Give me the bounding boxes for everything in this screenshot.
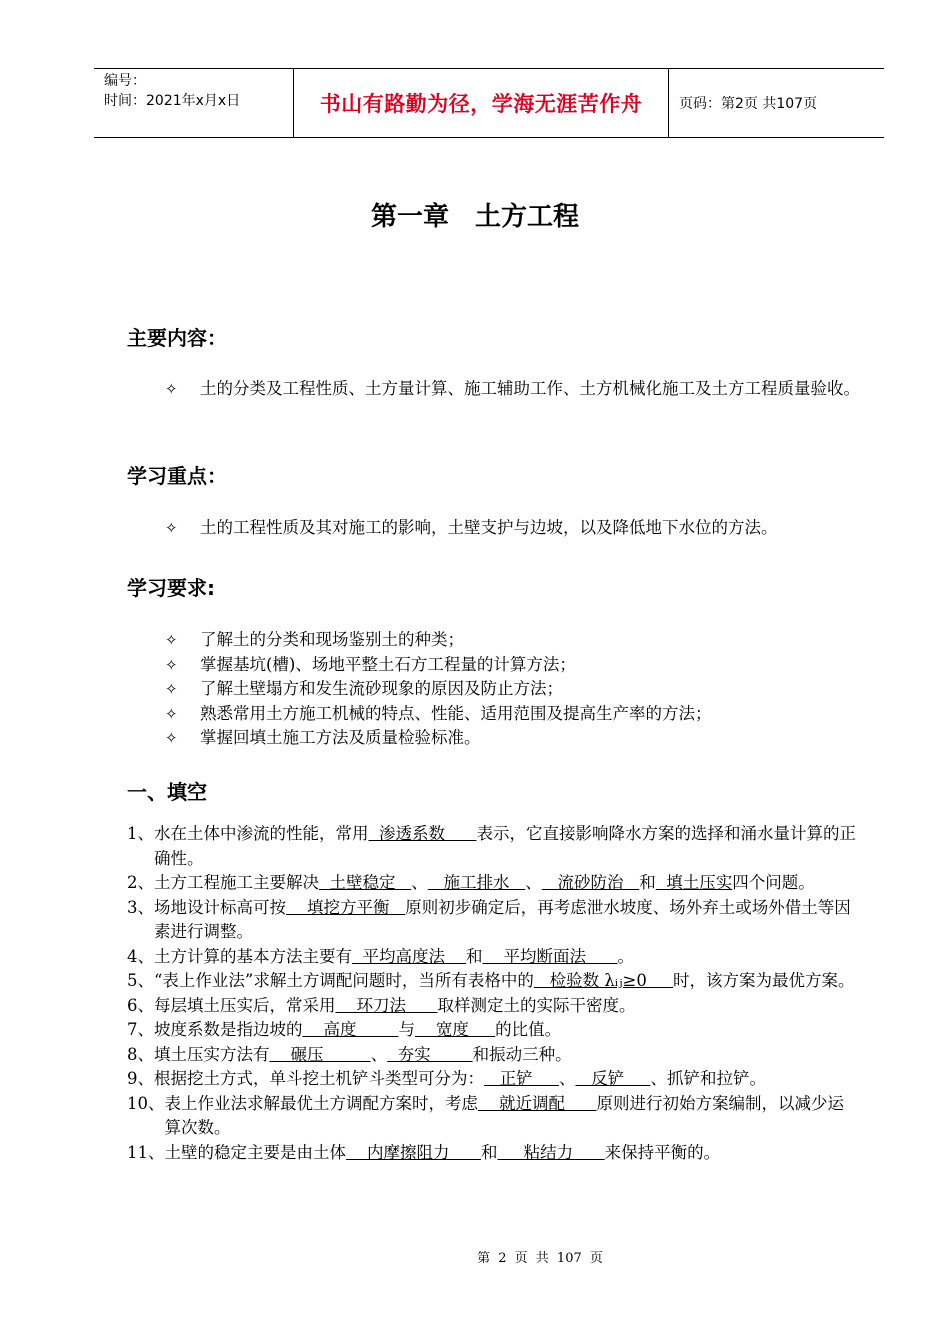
answer-blank: 粘结力: [497, 1142, 605, 1162]
section-heading-fill-blank: 一、填空: [127, 780, 207, 804]
answer-blank: 碾压: [269, 1044, 371, 1064]
list-item: ✧ 掌握基坑(槽)、场地平整土石方工程量的计算方法；: [165, 653, 865, 678]
question-fragment: 来保持平衡的。: [604, 1142, 721, 1162]
question-fragment: 水在土体中渗流的性能，常用: [154, 824, 369, 843]
question-item: [127, 1018, 857, 1043]
question-number: 4、: [127, 946, 154, 966]
diamond-bullet-icon: ✧: [165, 655, 178, 674]
list-item: ✧ 掌握回填土施工方法及质量检验标准。: [165, 726, 865, 751]
question-item: [127, 945, 857, 970]
diamond-bullet-icon: ✧: [165, 519, 178, 537]
diamond-bullet-icon: ✧: [165, 704, 178, 723]
question-fragment: 取样测定土的实际干密度。: [437, 995, 636, 1015]
question-fragment: 场地设计标高可按: [154, 897, 286, 917]
question-fragment: 根据挖土方式，单斗挖土机铲斗类型可分为：: [154, 1069, 484, 1088]
question-number: 9、: [127, 1069, 154, 1088]
chapter-title: 第一章 土方工程: [370, 202, 579, 232]
answer-blank: 环刀法: [335, 995, 438, 1015]
question-item: [127, 1067, 857, 1092]
answer-blank: 平均断面法: [482, 946, 618, 966]
question-item: [127, 1043, 857, 1068]
time-label: 时间：2021年x月x日: [104, 93, 241, 109]
question-fragment: 原则初步确定后，再考虑泄水坡度、场外弃土或场外借土等因素进行调整。: [154, 897, 851, 941]
answer-blank: 宽度: [414, 1020, 496, 1039]
diamond-bullet-icon: ✧: [165, 680, 178, 698]
question-fragment: 土壁的稳定主要是由土体: [164, 1142, 346, 1162]
question-number: 5、: [127, 971, 154, 990]
question-item: [127, 1092, 857, 1141]
diamond-bullet-icon: ✧: [165, 631, 178, 649]
question-fragment: 四个问题。: [732, 873, 815, 892]
question-fragment: 表示，它直接影响降水方案的选择和涌水量计算的正确性。: [154, 824, 856, 868]
question-text: [154, 969, 857, 994]
key-points-list: [165, 516, 865, 541]
question-fragment: 、: [558, 1069, 576, 1088]
answer-blank: 土壁稳定: [319, 873, 412, 892]
question-fragment: 表上作业法求解最优土方调配方案时，考虑: [164, 1093, 478, 1113]
question-number: 10、: [127, 1093, 165, 1113]
question-text: [154, 896, 857, 945]
answer-blank: 流砂防治: [541, 873, 640, 892]
page-header: [94, 68, 884, 138]
requirements-list: [165, 628, 865, 751]
section-heading-key-points: 学习重点：: [127, 464, 227, 488]
question-fragment: 和振动三种。: [472, 1044, 572, 1064]
question-number: 8、: [127, 1044, 154, 1064]
question-fragment: 与: [398, 1020, 415, 1039]
question-number: 3、: [127, 897, 154, 917]
section-heading-requirements: 学习要求:: [127, 576, 215, 600]
question-item: [127, 969, 857, 994]
question-text: [154, 1043, 857, 1068]
question-fragment: 土方工程施工主要解决: [154, 873, 319, 892]
question-item: [127, 1141, 857, 1166]
question-fragment: 、抓铲和拉铲。: [650, 1069, 766, 1088]
question-number: 11、: [127, 1142, 165, 1162]
question-fragment: 填土压实方法有: [154, 1044, 270, 1064]
answer-blank: 就近调配: [478, 1093, 597, 1113]
answer-blank: 夯实: [387, 1044, 473, 1064]
fill-blank-questions: [127, 822, 857, 1165]
answer-blank: 填挖方平衡: [286, 897, 406, 917]
question-text: [154, 822, 857, 871]
question-text: [154, 871, 857, 896]
question-fragment: 时，该方案为最优方案。: [673, 971, 855, 990]
question-item: [127, 994, 857, 1019]
question-fragment: 坡度系数是指边坡的: [154, 1020, 303, 1039]
question-item: [127, 871, 857, 896]
question-text: [154, 945, 857, 970]
question-fragment: 。: [617, 946, 634, 966]
answer-blank: 正铲: [484, 1069, 559, 1088]
question-fragment: 每层填土压实后，常采用: [154, 995, 336, 1015]
list-item: ✧ 了解土的分类和现场鉴别土的种类；: [165, 628, 865, 653]
list-item: ✧ 熟悉常用土方施工机械的特点、性能、适用范围及提高生产率的方法；: [165, 702, 865, 727]
question-text: [154, 994, 857, 1019]
section-heading-main-content: 主要内容：: [127, 326, 227, 350]
answer-blank: 施工排水: [427, 873, 526, 892]
answer-blank: 高度: [302, 1020, 399, 1039]
question-fragment: 土方计算的基本方法主要有: [154, 946, 352, 966]
question-number: 7、: [127, 1020, 154, 1039]
list-item: ✧ 了解土壁塌方和发生流砂现象的原因及防止方法；: [165, 677, 865, 702]
main-content-list: [165, 377, 865, 402]
question-text: [165, 1141, 858, 1166]
header-meta: [94, 69, 294, 137]
page-footer: 第 2 页 共 107 页: [477, 1251, 603, 1266]
diamond-bullet-icon: ✧: [165, 380, 178, 398]
question-fragment: 、: [370, 1044, 388, 1064]
header-page-info: 页码：第2页 共107页: [679, 96, 818, 112]
list-item: ✧ 土的工程性质及其对施工的影响，土壁支护与边坡，以及降低地下水位的方法。: [165, 516, 865, 541]
question-fragment: 、: [525, 873, 542, 892]
question-number: 1、: [127, 824, 154, 843]
header-motto: 书山有路勤为径，学海无涯苦作舟: [294, 69, 669, 137]
question-fragment: 和: [480, 1142, 498, 1162]
serial-label: 编号：: [104, 73, 146, 89]
answer-blank: 内摩擦阻力: [346, 1142, 481, 1162]
question-text: [154, 1067, 857, 1092]
question-text: [165, 1092, 858, 1141]
question-fragment: 、: [411, 873, 428, 892]
question-fragment: 和: [465, 946, 483, 966]
answer-blank: 平均高度法: [352, 946, 466, 966]
question-number: 6、: [127, 995, 154, 1015]
answer-blank: 检验数 λᵢⱼ≥0: [533, 971, 674, 990]
answer-blank: 反铲: [575, 1069, 651, 1088]
question-fragment: “表上作业法”求解土方调配问题时，当所有表格中的: [154, 971, 534, 990]
list-item: ✧ 土的分类及工程性质、土方量计算、施工辅助工作、土方机械化施工及土方工程质量验收。: [165, 377, 865, 402]
answer-blank: 渗透系数: [368, 824, 477, 843]
question-item: [127, 896, 857, 945]
answer-blank: 填土压实: [655, 873, 733, 892]
question-fragment: 和: [639, 873, 656, 892]
question-text: [154, 1018, 857, 1043]
question-fragment: 的比值。: [495, 1020, 562, 1039]
question-item: [127, 822, 857, 871]
diamond-bullet-icon: ✧: [165, 729, 178, 747]
question-fragment: 原则进行初始方案编制，以减少运算次数。: [164, 1093, 844, 1137]
question-number: 2、: [127, 873, 154, 892]
